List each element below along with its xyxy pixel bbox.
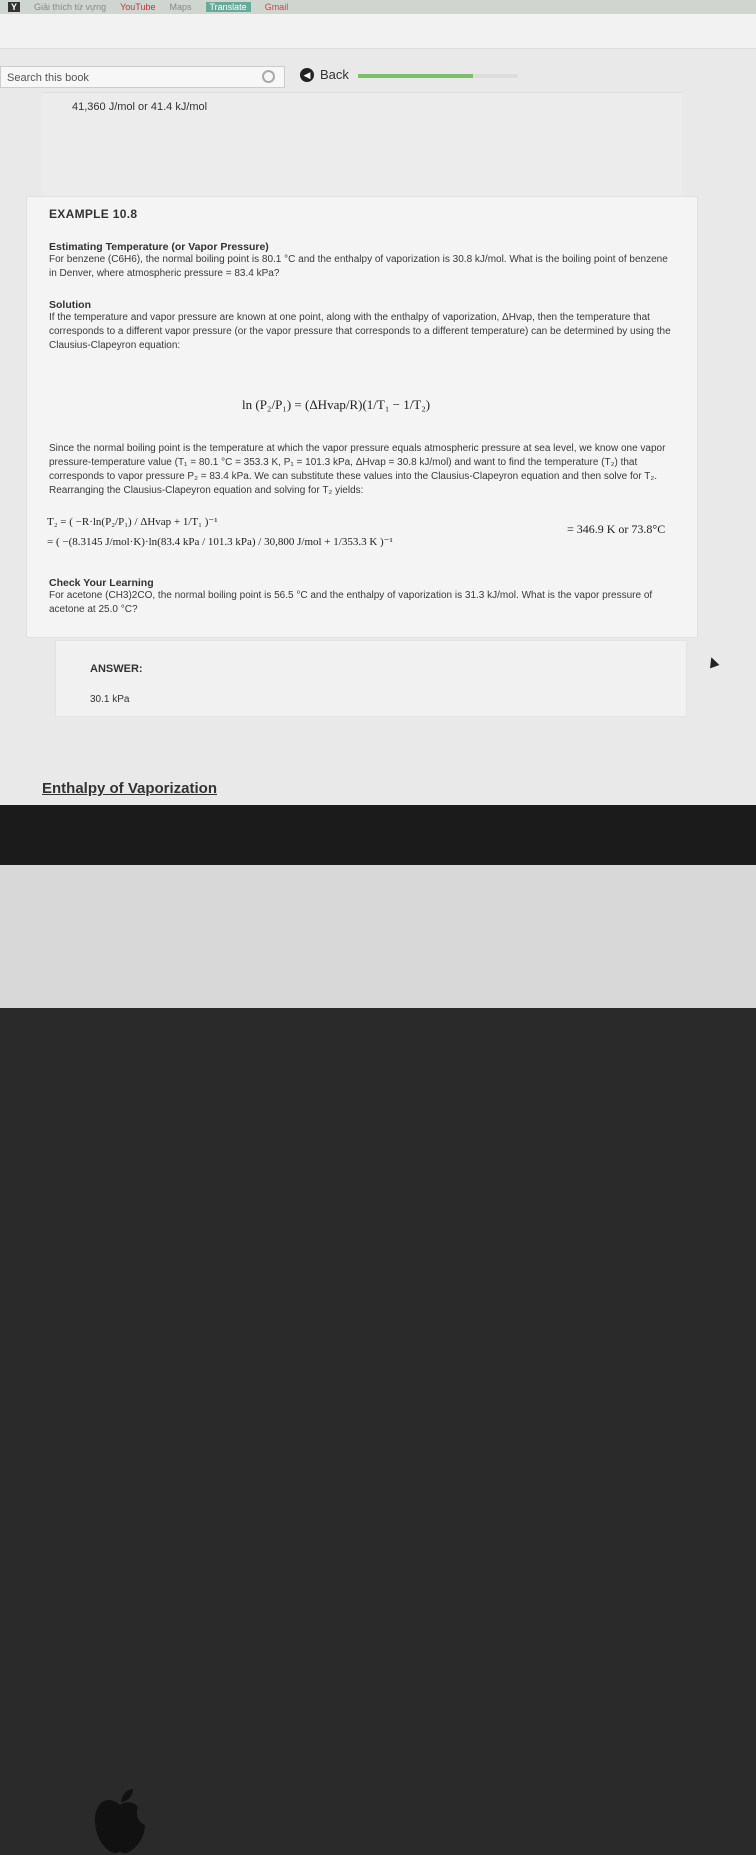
back-label: Back [320,67,349,82]
browser-screen [0,0,756,805]
bookmark-vocab[interactable]: Giải thích từ vựng [34,2,107,12]
book-toolbar [0,62,756,92]
clausius-clapeyron-equation: ln (P₂/P₁) = (ΔHvap/R)(1/T₁ − 1/T₂) [242,397,431,412]
bookmark-y[interactable]: Y [8,2,20,12]
back-arrow-icon: ◀ [300,68,314,82]
search-icon[interactable] [262,70,275,83]
solution-text: If the temperature and vapor pressure are known at one point, along with the enthalpy of vaporization, ΔHvap, then the temperature that corresponds to a different vapor pressure (or the vapor pressure that corresponds to a different temperature) can be determined by using the Clausius-Clapeyron equation: [49,312,671,351]
bookmark-youtube[interactable]: YouTube [120,2,156,12]
bookmark-maps[interactable]: Maps [169,2,192,12]
example-heading: Estimating Temperature (or Vapor Pressure) [49,241,269,253]
solution-heading: Solution [49,299,91,311]
previous-answer-card [42,92,682,203]
problem-text: For benzene (C6H6), the normal boiling point is 80.1 °C and the enthalpy of vaporization is 30.8 kJ/mol. What is the boiling point of benzene in Denver, where atmospheric pressure = 83.4 kPa? [49,254,668,279]
search-input[interactable]: Search this book [0,66,285,88]
t2-equation-substituted: = ( −(8.3145 J/mol·K)·ln(83.4 kPa / 101.3 kPa) / 30,800 J/mol + 1/353.3 K )⁻¹ [47,536,393,548]
body-text: Since the normal boiling point is the temperature at which the vapor pressure equals atmospheric pressure at sea level, we know one vapor pressure-temperature value (T₁ = 80.1 °C = 353.3 K, P₁ = 101.3 kPa, ΔHvap = 30.8 kJ/mol) and want to find the temperature (T₂) that corresponds to vapor pressure P₂ = 83.4 kPa. We can substitute these values into the Clausius-Clapeyron equation and then solve for T₂. Rearranging the Clausius-Clapeyron equation and solving for T₂ yields: [49,443,666,496]
check-block [49,577,674,617]
monitor-chin [0,865,756,1008]
previous-answer: 41,360 J/mol or 41.4 kJ/mol [72,101,208,113]
mouse-cursor-icon [707,656,720,669]
bookmark-translate[interactable]: Translate [206,2,251,12]
problem-block [49,241,674,281]
example-card [26,196,698,638]
t2-equation-left: T₂ = ( −R·ln(P₂/P₁) / ΔHvap + 1/T₁ )⁻¹ [47,516,218,528]
example-title: EXAMPLE 10.8 [49,207,138,221]
answer-box[interactable] [55,640,687,717]
solution-block [49,299,674,353]
monitor-bezel [0,805,756,865]
back-button[interactable] [300,67,349,82]
apple-logo-icon [90,1785,150,1855]
progress-fill [358,74,473,78]
check-text: For acetone (CH3)2CO, the normal boiling point is 56.5 °C and the enthalpy of vaporization is 31.3 kJ/mol. What is the vapor pressure of acetone at 25.0 °C? [49,590,653,615]
bookmark-gmail[interactable]: Gmail [264,2,289,12]
check-heading: Check Your Learning [49,577,154,589]
toolbar [0,14,756,49]
t2-result: = 346.9 K or 73.8°C [567,522,666,536]
section-title[interactable]: Enthalpy of Vaporization [42,780,218,797]
answer-value: 30.1 kPa [90,694,130,705]
body-block [49,442,674,498]
reading-progress [358,74,518,78]
answer-label: ANSWER: [90,663,143,675]
bookmarks-bar [0,0,756,14]
